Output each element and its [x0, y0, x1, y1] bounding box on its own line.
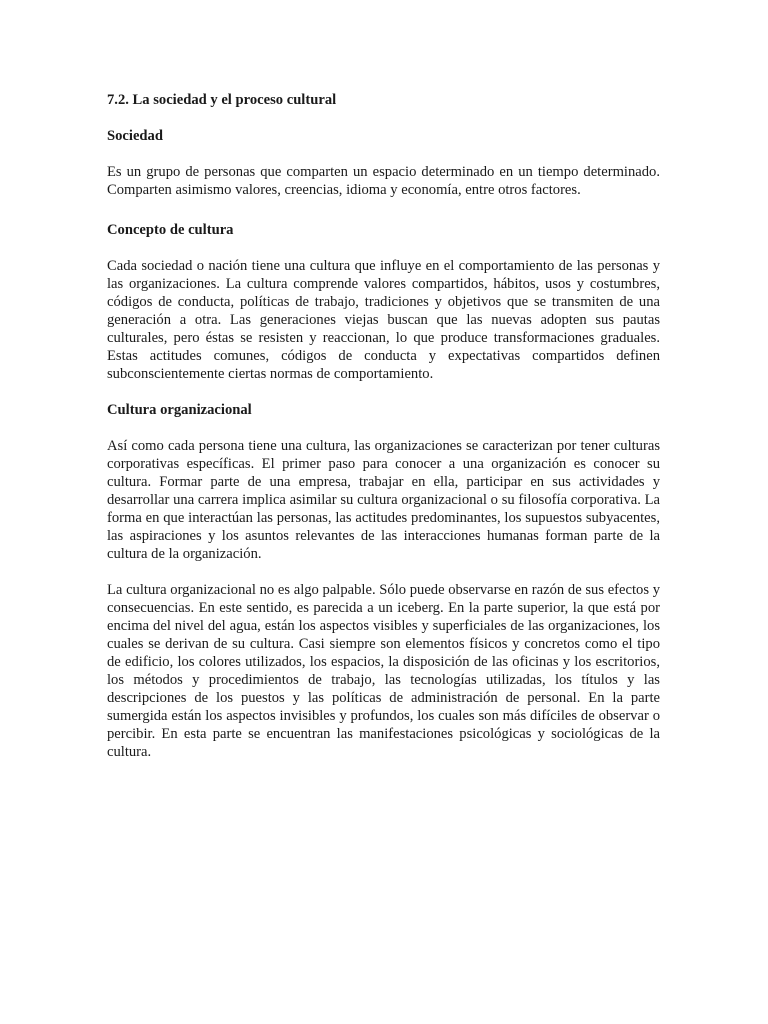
paragraph-cultura-organizacional-2: La cultura organizacional no es algo palpable. Sólo puede observarse en razón de sus efectos y consecuencias. En este sentido, es parecida a un iceberg. En la parte superior, la que está por encima del nivel del agua, están los aspectos visibles y superficiales de las organizaciones, los cuales se derivan de su cultura. Casi siempre son elementos físicos y concretos como el tipo de edificio, los colores utilizados, los espacios, la disposición de las oficinas y los escritorios, los métodos y procedimientos de trabajo, las tecnologías utilizadas, los títulos y las descripciones de los puestos y las políticas de administración de personal. En la parte sumergida están los aspectos invisibles y profundos, los cuales son más difíciles de observar o percibir. En esta parte se encuentran las manifestaciones psicológicas y sociológicas de la cultura. — [107, 582, 660, 760]
section-heading-cultura-organizacional: Cultura organizacional — [107, 402, 252, 418]
paragraph-cultura-organizacional-1: Así como cada persona tiene una cultura, las organizaciones se caracterizan por tener culturas corporativas específicas. El primer paso para conocer a una organización es conocer su cultura. Formar parte de una empresa, trabajar en ella, participar en sus actividades y desarrollar una carrera implica asimilar su cultura organizacional o su filosofía corporativa. La forma en que interactúan las personas, las actitudes predominantes, los supuestos subyacentes, las aspiraciones y los asuntos relevantes de las interacciones humanas forman parte de la cultura de la organización. — [107, 438, 660, 562]
section-heading-concepto-de-cultura: Concepto de cultura — [107, 222, 234, 238]
paragraph-sociedad: Es un grupo de personas que comparten un espacio determinado en un tiempo determinado. Comparten asimismo valores, creencias, idioma y economía, entre otros factores. — [107, 164, 660, 198]
main-heading: 7.2. La sociedad y el proceso cultural — [107, 92, 337, 108]
section-heading-sociedad: Sociedad — [107, 128, 163, 144]
paragraph-concepto-de-cultura: Cada sociedad o nación tiene una cultura que influye en el comportamiento de las personas y las organizaciones. La cultura comprende valores compartidos, hábitos, usos y costumbres, códigos de conducta, políticas de trabajo, tradiciones y objetivos que se transmiten de una generación a otra. Las generaciones viejas buscan que las nuevas adopten sus pautas culturales, pero éstas se resisten y reaccionan, lo que produce transformaciones graduales. Estas actitudes comunes, códigos de conducta y expectativas compartidos definen subconscientemente ciertas normas de comportamiento. — [107, 258, 660, 382]
document-page — [107, 91, 660, 761]
